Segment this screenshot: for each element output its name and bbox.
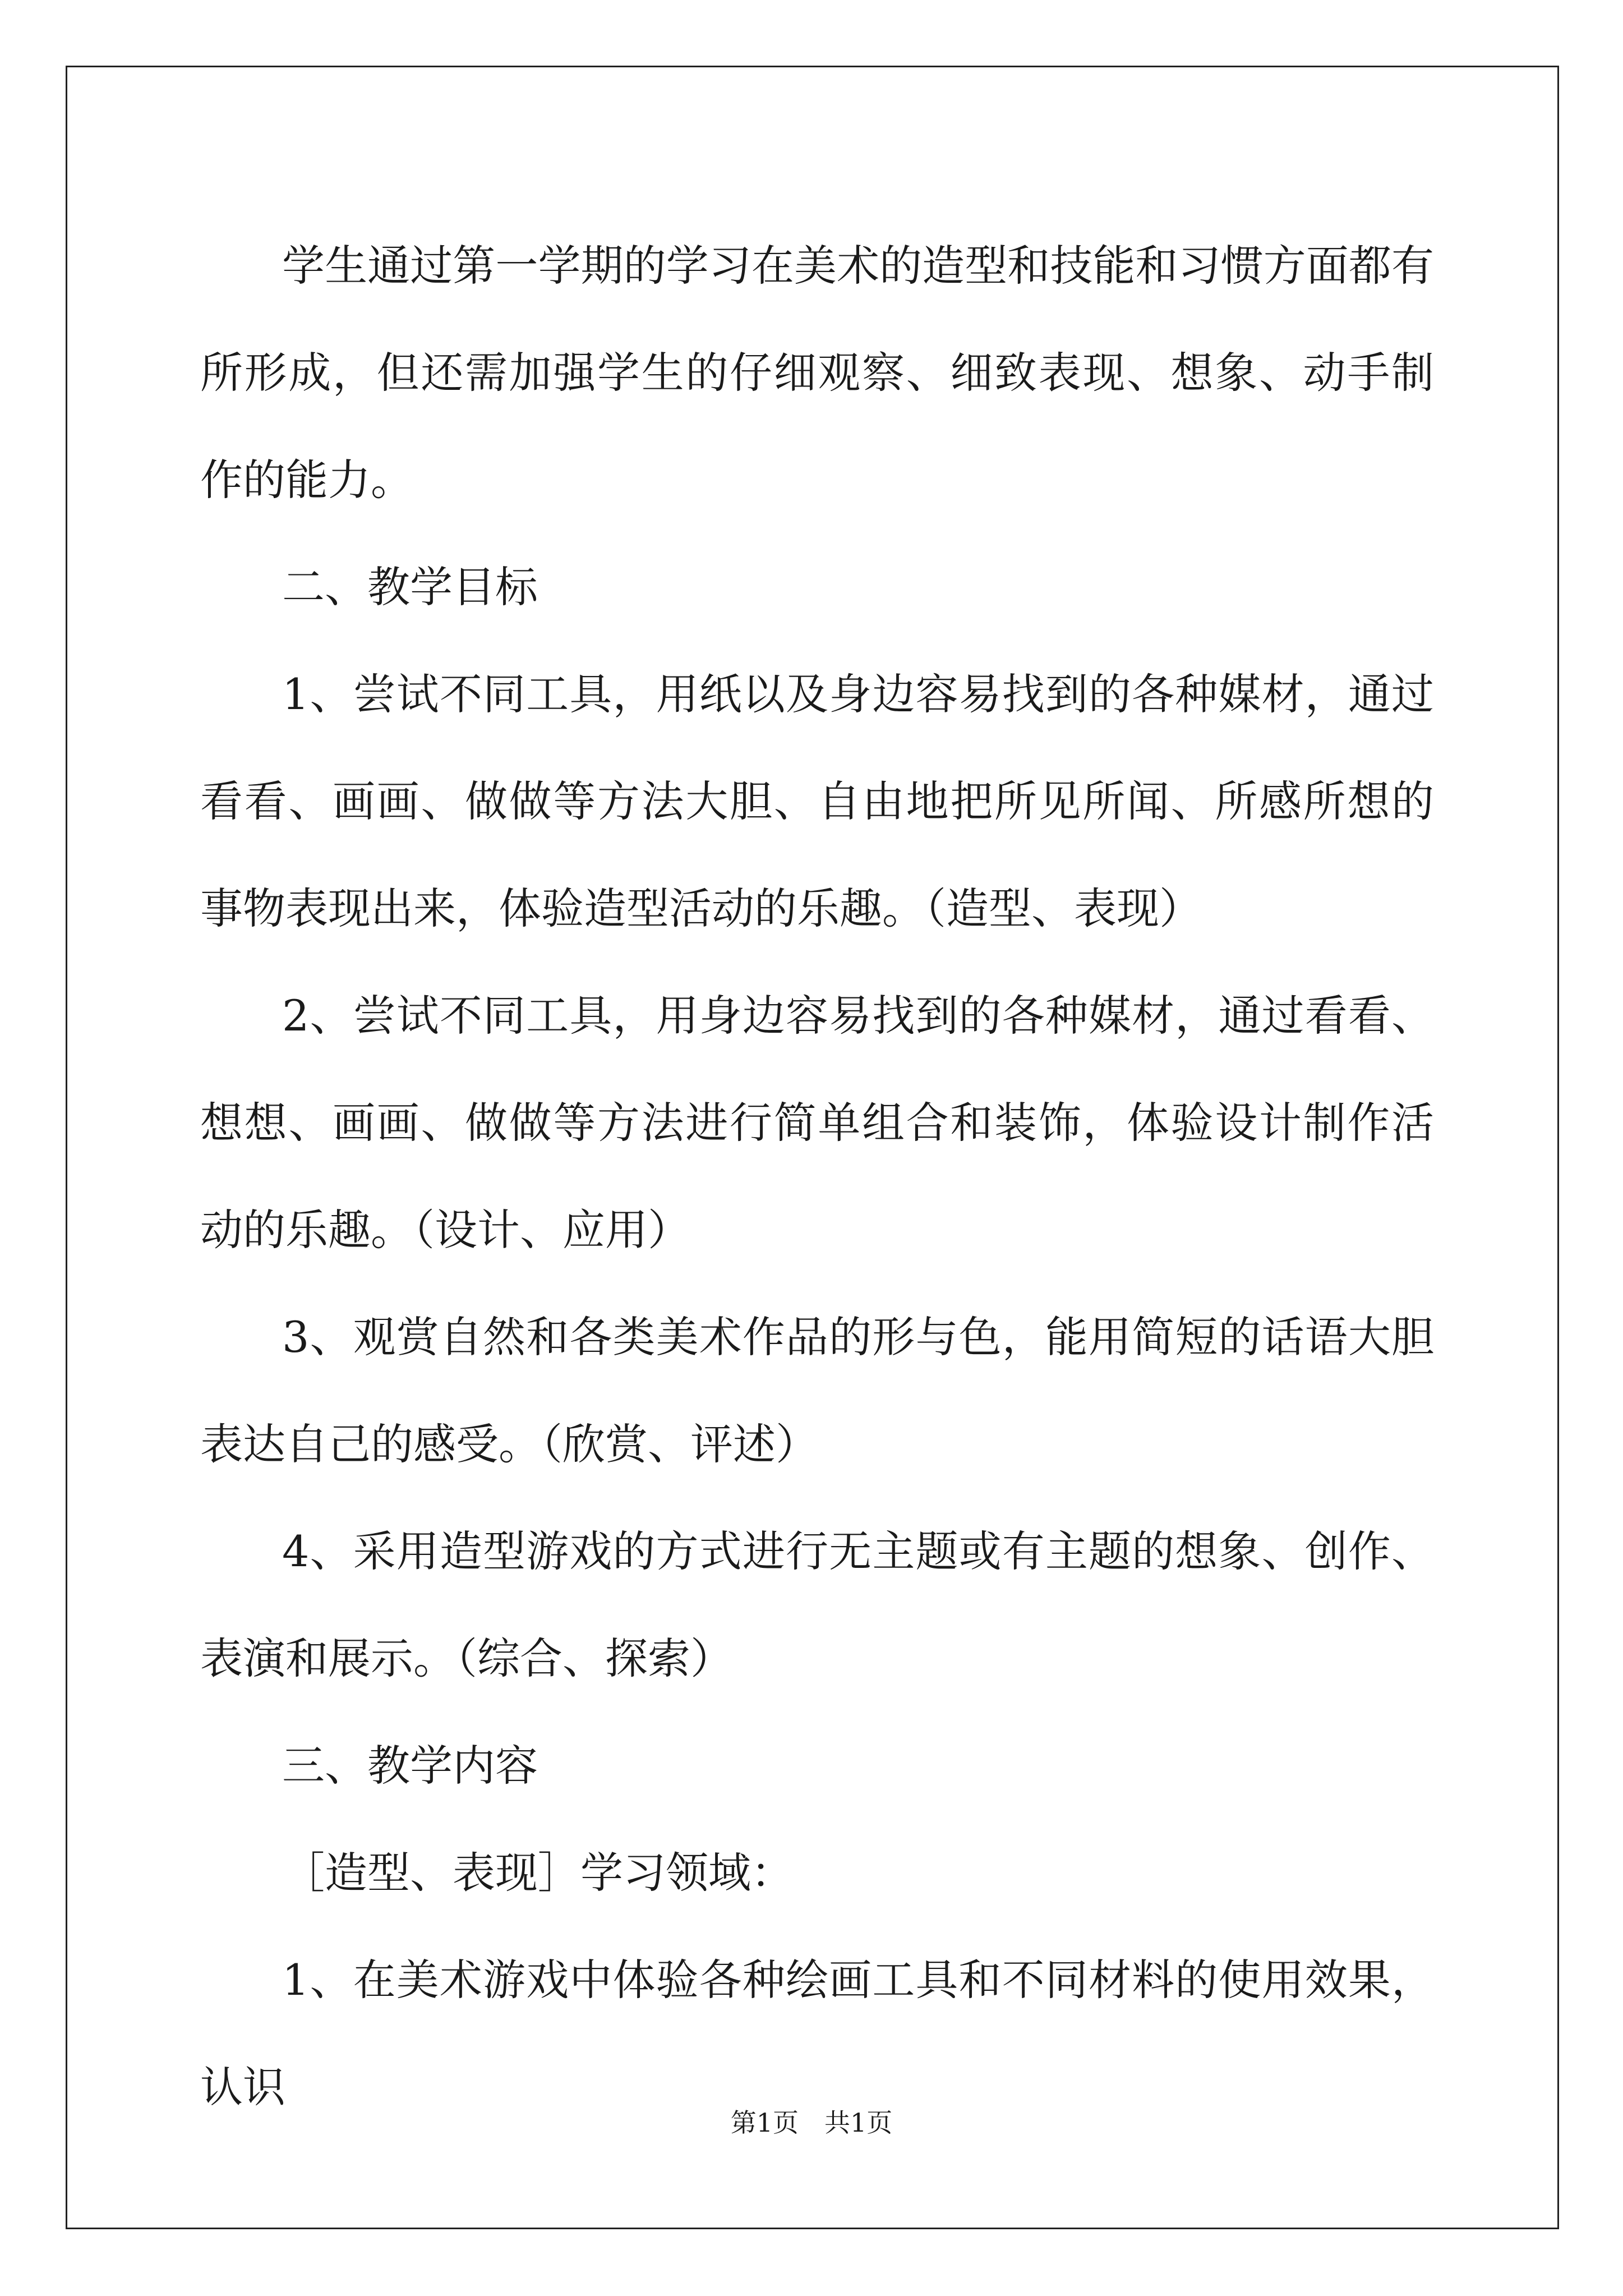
paragraph-intro: 学生通过第一学期的学习在美术的造型和技能和习惯方面都有所形成，但还需加强学生的仔细观察、细致表现、想象、动手制作的能力。 bbox=[200, 241, 1434, 505]
paragraph-goal-1: 1、尝试不同工具，用纸以及身边容易找到的各种媒材，通过看看、画画、做做等方法大胆、自由地把所见所闻、所感所想的事物表现出来，体验造型活动的乐趣。（造型、表现） bbox=[200, 669, 1434, 933]
paragraph-goal-2: 2、尝试不同工具，用身边容易找到的各种媒材，通过看看、想想、画画、做做等方法进行简单组合和装饰，体验设计制作活动的乐趣。（设计、应用） bbox=[200, 991, 1434, 1255]
heading-learning-area: ［造型、表现］学习领域： bbox=[282, 1848, 794, 1898]
document-body bbox=[200, 212, 1434, 2141]
paragraph-goal-3: 3、观赏自然和各类美术作品的形与色，能用简短的话语大胆表达自己的感受。（欣赏、评述） bbox=[200, 1312, 1434, 1469]
paragraph-content-1: 1、在美术游戏中体验各种绘画工具和不同材料的使用效果，认识 bbox=[200, 1955, 1434, 2112]
heading-teaching-content: 三、教学内容 bbox=[282, 1741, 538, 1791]
heading-teaching-goals: 二、教学目标 bbox=[282, 562, 538, 612]
page-number: 第1页 共1页 bbox=[730, 2108, 893, 2138]
paragraph-goal-4: 4、采用造型游戏的方式进行无主题或有主题的想象、创作、表演和展示。（综合、探索） bbox=[200, 1526, 1434, 1683]
